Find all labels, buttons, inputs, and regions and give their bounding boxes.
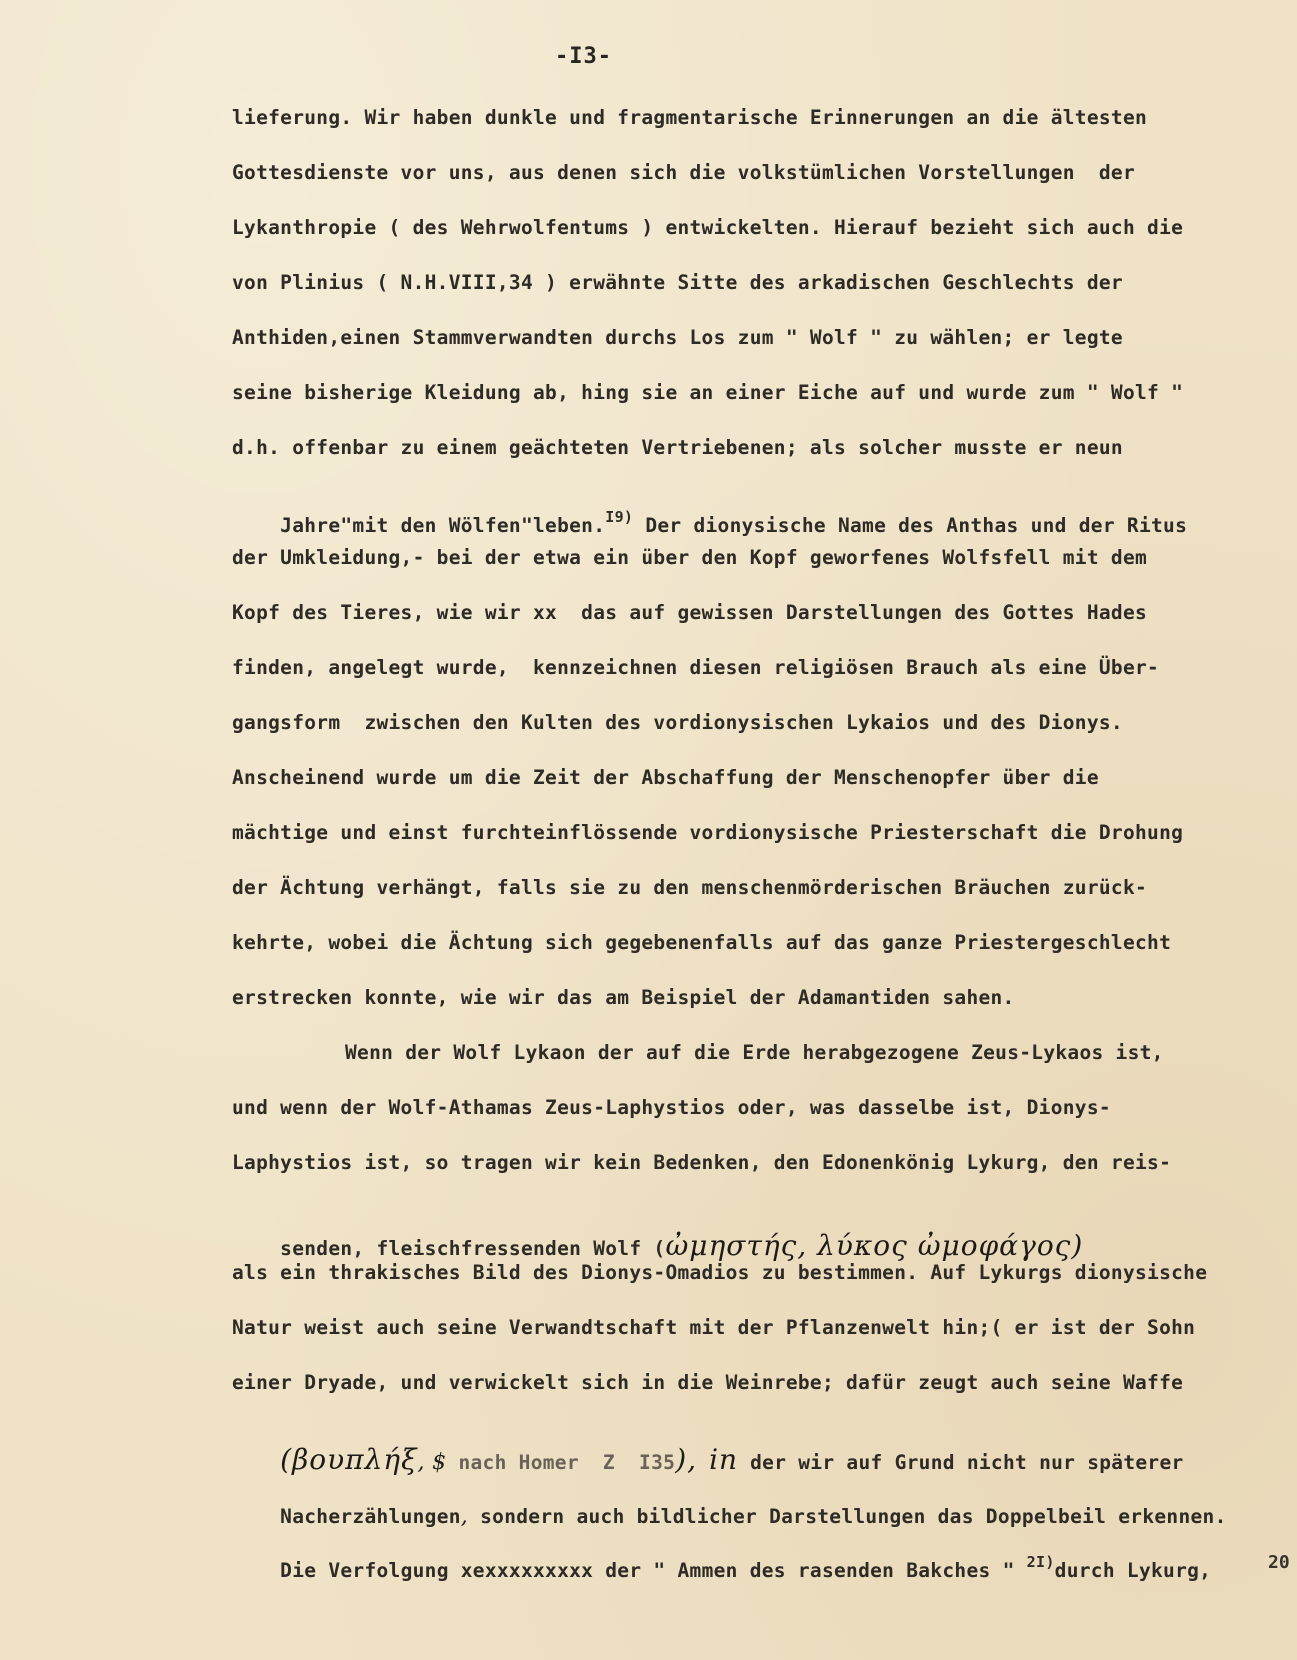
homer-reference: nach Homer Z I35 xyxy=(458,1451,676,1474)
text-line-23: Natur weist auch seine Verwandtschaft mit der Pflanzenwelt hin;( er ist der Sohn xyxy=(232,1316,1196,1339)
text-line-4: von Plinius ( N.H.VIII,34 ) erwähnte Sitte des arkadischen Geschlechts der xyxy=(232,271,1123,294)
text-line-20: Laphystios ist, so tragen wir kein Bedenken, den Edonenkönig Lykurg, den reis- xyxy=(232,1151,1172,1174)
text-line-6: seine bisherige Kleidung ab, hing sie an einer Eiche auf und wurde zum " Wolf " xyxy=(232,381,1184,404)
text-line-19: und wenn der Wolf-Athamas Zeus-Laphystios oder, was dasselbe ist, Dionys- xyxy=(232,1096,1111,1119)
handwritten-close: ), xyxy=(675,1443,698,1476)
text-line-24: einer Dryade, und verwickelt sich in die Weinrebe; dafür zeugt auch seine Waffe xyxy=(232,1371,1184,1394)
text-line-25-rest: der wir auf Grund nicht nur späterer xyxy=(750,1451,1184,1474)
handwritten-comma-mark: , $ xyxy=(417,1450,447,1475)
handwritten-greek-epithets: ὠμηστής, λύκος ὠμοφάγος xyxy=(665,1229,1072,1262)
text-line-18: Wenn der Wolf Lykaon der auf die Erde herabgezogene Zeus-Lykaos ist, xyxy=(345,1041,1164,1064)
handwritten-close-paren: ) xyxy=(1071,1229,1084,1262)
text-line-12: gangsform zwischen den Kulten des vordionysischen Lykaios und des Dionys. xyxy=(232,711,1123,734)
text-line-27-start: Die Verfolgung xexxxxxxxxx der " Ammen des rasenden Bakches " xyxy=(280,1559,1015,1582)
text-line-14: mächtige und einst furchteinflössende vordionysische Priesterschaft die Drohung xyxy=(232,821,1184,844)
text-line-21-typed: senden, fleischfressenden Wolf ( xyxy=(280,1237,666,1260)
text-line-1: lieferung. Wir haben dunkle und fragmentarische Erinnerungen an die ältesten xyxy=(232,106,1148,129)
text-line-3: Lykanthropie ( des Wehrwolfentums ) entwickelten. Hierauf bezieht sich auch die xyxy=(232,216,1184,239)
text-line-26-start: Nacherzählungen xyxy=(280,1505,461,1528)
text-line-15: der Ächtung verhängt, falls sie zu den menschenmörderischen Bräuchen zurück- xyxy=(232,876,1148,899)
handwritten-comma-2: , xyxy=(460,1504,469,1529)
margin-footnote-20: 20 xyxy=(1268,1552,1290,1573)
footnote-19: I9) xyxy=(605,508,634,526)
text-line-7: d.h. offenbar zu einem geächteten Vertriebenen; als solcher musste er neun xyxy=(232,436,1123,459)
text-line-22: als ein thrakisches Bild des Dionys-Omadios zu bestimmen. Auf Lykurgs dionysische xyxy=(232,1261,1208,1284)
text-line-27 xyxy=(232,1536,1211,1605)
text-line-9: der Umkleidung,- bei der etwa ein über den Kopf geworfenes Wolfsfell mit dem xyxy=(232,546,1148,569)
text-line-16: kehrte, wobei die Ächtung sich gegebenenfalls auf das ganze Priestergeschlecht xyxy=(232,931,1172,954)
text-line-13: Anscheinend wurde um die Zeit der Abschaffung der Menschenopfer über die xyxy=(232,766,1099,789)
handwritten-greek-bouplex: (βουπλήξ xyxy=(280,1443,418,1476)
text-line-8-end: Der dionysische Name des Anthas und der Ritus xyxy=(645,514,1188,537)
text-line-27-end: durch Lykurg, xyxy=(1054,1559,1212,1582)
text-line-10: Kopf des Tieres, wie wir xx das auf gewissen Darstellungen des Gottes Hades xyxy=(232,601,1148,624)
footnote-21: 2I) xyxy=(1026,1553,1055,1571)
text-line-2: Gottesdienste vor uns, aus denen sich die volkstümlichen Vorstellungen der xyxy=(232,161,1135,184)
text-line-17: erstrecken konnte, wie wir das am Beispiel der Adamantiden sahen. xyxy=(232,986,1015,1009)
text-line-5: Anthiden,einen Stammverwandten durchs Los zum " Wolf " zu wählen; er legte xyxy=(232,326,1123,349)
text-line-11: finden, angelegt wurde, kennzeichnen diesen religiösen Brauch als eine Über- xyxy=(232,656,1160,679)
text-line-8-start: Jahre"mit den Wölfen"leben. xyxy=(280,514,606,537)
text-line-26-rest: sondern auch bildlicher Darstellungen das Doppelbeil erkennen. xyxy=(480,1505,1227,1528)
handwritten-in: in xyxy=(709,1443,739,1476)
page-number: -I3- xyxy=(555,44,612,69)
